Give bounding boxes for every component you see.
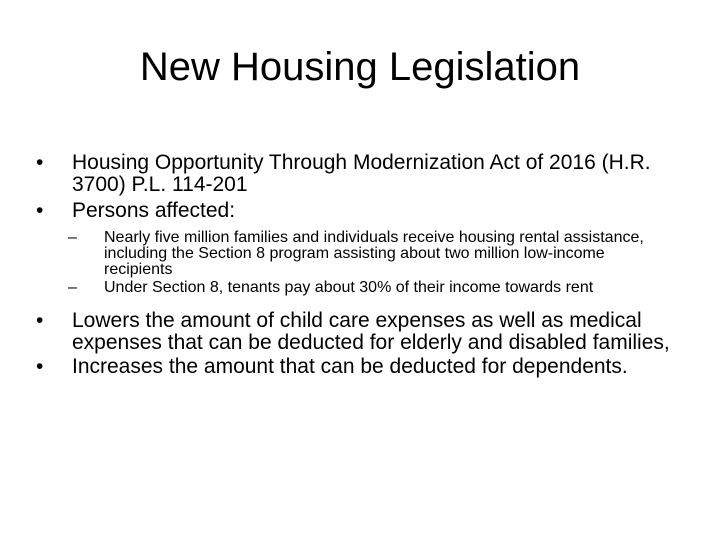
bullet-text: Persons affected: (72, 199, 236, 222)
bullet-item (36, 200, 686, 222)
bullet-text: Housing Opportunity Through Modernization Act of 2016 (H.R. 3700) P.L. 114-201 (72, 151, 651, 196)
sub-bullet-mark: – (68, 279, 77, 296)
bullet-item (36, 310, 686, 354)
sub-bullet-text: Nearly five million families and individuals receive housing rental assistance, including the Section 8 program assisting about two million low-income recipients (104, 229, 644, 278)
bullet-item (36, 356, 686, 378)
sub-bullet-mark: – (68, 229, 77, 246)
slide-body (36, 152, 686, 378)
bullet-item (36, 152, 686, 196)
sub-bullet-text: Under Section 8, tenants pay about 30% of their income towards rent (104, 279, 594, 296)
sub-bullet-item (36, 230, 674, 278)
bullet-mark: • (36, 199, 44, 222)
bullet-text: Lowers the amount of child care expenses as well as medical expenses that can be deducted for elderly and disabled families, (72, 309, 670, 354)
slide-title: New Housing Legislation (139, 45, 581, 89)
bullet-mark: • (36, 309, 44, 332)
sub-bullet-item (36, 280, 674, 296)
bullet-mark: • (36, 355, 44, 378)
bullet-text: Increases the amount that can be deducted for dependents. (72, 355, 628, 378)
bullet-mark: • (36, 151, 44, 174)
